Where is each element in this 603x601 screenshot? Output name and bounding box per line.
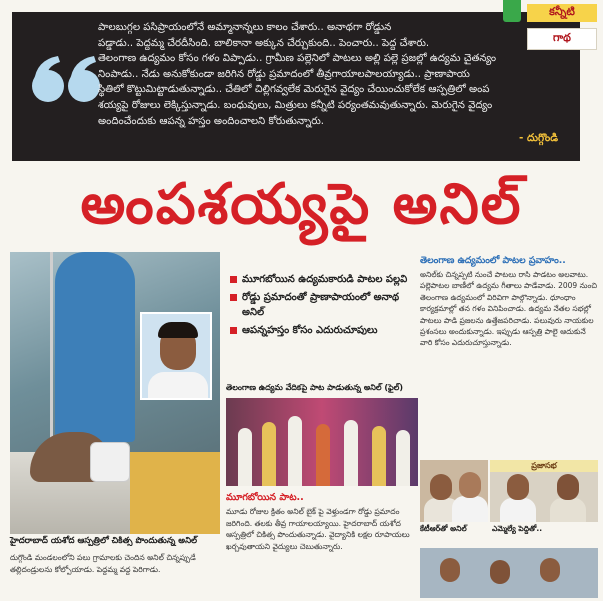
person-face bbox=[430, 474, 452, 500]
stage-photo-caption: తెలంగాణ ఉద్యమ వేదికపై పాట పాడుతున్న అనిల్ (ఫైల్) bbox=[226, 383, 403, 392]
person-face bbox=[557, 474, 579, 500]
sub-article-body: మూడు రోజుల క్రితం అనిల్ బైక్ పై వెళ్తుండగా రోడ్డు ప్రమాదం జరిగింది. తలకు తీవ్ర గాయాలయ్యాయి. హైదరాబాద్ యశోద ఆస్పత్రిలో చికిత్స పొందుతున్నాడు. వైద్యానికి లక్షల రూపాయలు ఖర్చవుతాయని వైద్యులు చెబుతున్నారు. bbox=[226, 507, 410, 551]
stage-banner: ప్రజాసభ bbox=[490, 460, 598, 472]
right-article-title: తెలంగాణ ఉద్యమంలో పాటల ప్రవాహం.. bbox=[420, 255, 566, 266]
person-figure bbox=[396, 430, 410, 486]
quote-line: పాలబుగ్గల పసిప్రాయంలోనే అమ్మానాన్నలు కాలం చేశారు.. అనాథగా రోడ్డున bbox=[98, 22, 392, 33]
portrait-photo bbox=[140, 312, 212, 400]
left-body-text: దుగ్గొండి మండలంలోని పలు గ్రామాలకు చెందిన అనిల్ చిన్నప్పుడే తల్లిదండ్రులను కోల్పోయాడు. పెద్దమ్మ వద్ద పెరిగాడు. bbox=[10, 553, 196, 574]
portrait-hair bbox=[158, 322, 198, 338]
portrait-shirt bbox=[148, 372, 208, 400]
bookmark-icon bbox=[503, 0, 521, 22]
sub-article-title: మూగబోయిన పాట.. bbox=[226, 492, 304, 503]
person-face bbox=[440, 558, 460, 582]
person-figure bbox=[344, 420, 358, 486]
quote-line: నింపాడు.. నేడు అనుకోకుండా జరిగిన రోడ్డు ప్రమాదంలో తీవ్రగాయాలపాలయ్యాడు.. ప్రాణాపాయ bbox=[98, 68, 470, 80]
headline: అంపశయ్యపై అనిల్ bbox=[80, 172, 523, 237]
ktr-photo-caption: కేటీఆర్‌తో అనిల్ bbox=[420, 524, 467, 533]
tag-label-line2: గాథ bbox=[527, 28, 597, 50]
person-torso bbox=[500, 498, 536, 522]
bullet-item: రోడ్డు ప్రమాదంతో ప్రాణాపాయంలో అనాథ అనిల్ bbox=[228, 290, 418, 320]
right-article-body: అనిల్‌కు చిన్నప్పటి నుంచే పాటలు రాసి పాడటం అలవాటు. పల్లెపాటల బాణీలో ఉద్యమ గీతాలు పాడేవాడు. 2009 నుంచి తెలంగాణ ఉద్యమంలో విరివిగా పాల్గొన్నాడు. ధూంధాం కార్యక్రమాల్లో తన గళం వినిపించాడు. ఉద్యమ నేతల సభల్లో పాటలు పాడి ప్రజలను ఉత్తేజపరిచాడు. పలువురు నాయకుల ప్రశంసలు అందుకున్నాడు. ఇప్పుడు ఆస్పత్రి పాలై ఆదుకునే వారి కోసం ఎదురుచూస్తున్నాడు. bbox=[420, 270, 597, 348]
group-photo bbox=[420, 548, 598, 598]
person-figure bbox=[288, 416, 302, 486]
person-figure bbox=[238, 428, 252, 486]
highlight-bullets bbox=[228, 272, 418, 341]
bullet-item: మూగబోయిన ఉద్యమకారుడి పాటల పల్లవి bbox=[228, 272, 418, 287]
quote-mark-icon bbox=[30, 52, 108, 116]
blanket bbox=[130, 452, 220, 534]
neck-collar bbox=[90, 442, 130, 482]
quote-line: శయ్యపై రోజులు లెక్కిస్తున్నాడు. బంధువులు, మిత్రులు కన్నీటి పర్యంతమవుతున్నారు. మెరుగైన వైద్యం bbox=[98, 99, 493, 111]
quote-line: అందించేందుకు ఆపన్న హస్తం అందించాలని కోరుతున్నారు. bbox=[98, 115, 325, 127]
person-face bbox=[540, 558, 560, 582]
mla-photo-caption: ఎమ్మెల్యే పెద్దితో.. bbox=[492, 524, 543, 533]
person-torso bbox=[550, 498, 586, 522]
photo-with-ktr bbox=[420, 460, 488, 522]
quote-byline: - దుగ్గొండి bbox=[518, 132, 558, 144]
photo-with-mla bbox=[490, 460, 598, 522]
person-face bbox=[490, 560, 510, 584]
nurse-figure bbox=[55, 252, 135, 442]
quote-line: తెలంగాణ ఉద్యమం కోసం గళం విప్పాడు.. గ్రామీణ పల్లెనిలో పాటలు అల్లి పల్లె ప్రజల్లో ఉద్యమ చైతన్యం bbox=[98, 53, 497, 65]
person-face bbox=[459, 472, 481, 498]
person-figure bbox=[316, 424, 330, 486]
person-figure bbox=[262, 422, 276, 486]
quote-line: స్థితిలో కొట్టుమిట్టాడుతున్నాడు.. చేతిలో చిల్లిగవ్వలేక మెరుగైన వైద్యం చేయించుకోలేక ఆస్పత్రిలో అంప bbox=[98, 84, 490, 96]
main-photo-caption: హైదరాబాద్ యశోద ఆస్పత్రిలో చికిత్స పొందుతున్న అనిల్ bbox=[10, 536, 198, 546]
person-figure bbox=[372, 426, 386, 486]
section-tag bbox=[493, 0, 603, 58]
person-face bbox=[507, 474, 529, 500]
person-torso bbox=[452, 496, 488, 522]
quote-line: పడ్డాడు.. పెద్దమ్మ చేరదీసింది. బాలికానా అక్కున చేర్చుకుంది.. పెంచారు.. పెద్ద చేశారు. bbox=[98, 37, 430, 49]
tag-label-line1: కన్నీటి bbox=[527, 4, 597, 22]
bullet-item: ఆపన్నహస్తం కోసం ఎదురుచూపులు bbox=[228, 323, 418, 338]
stage-photo bbox=[226, 398, 418, 486]
